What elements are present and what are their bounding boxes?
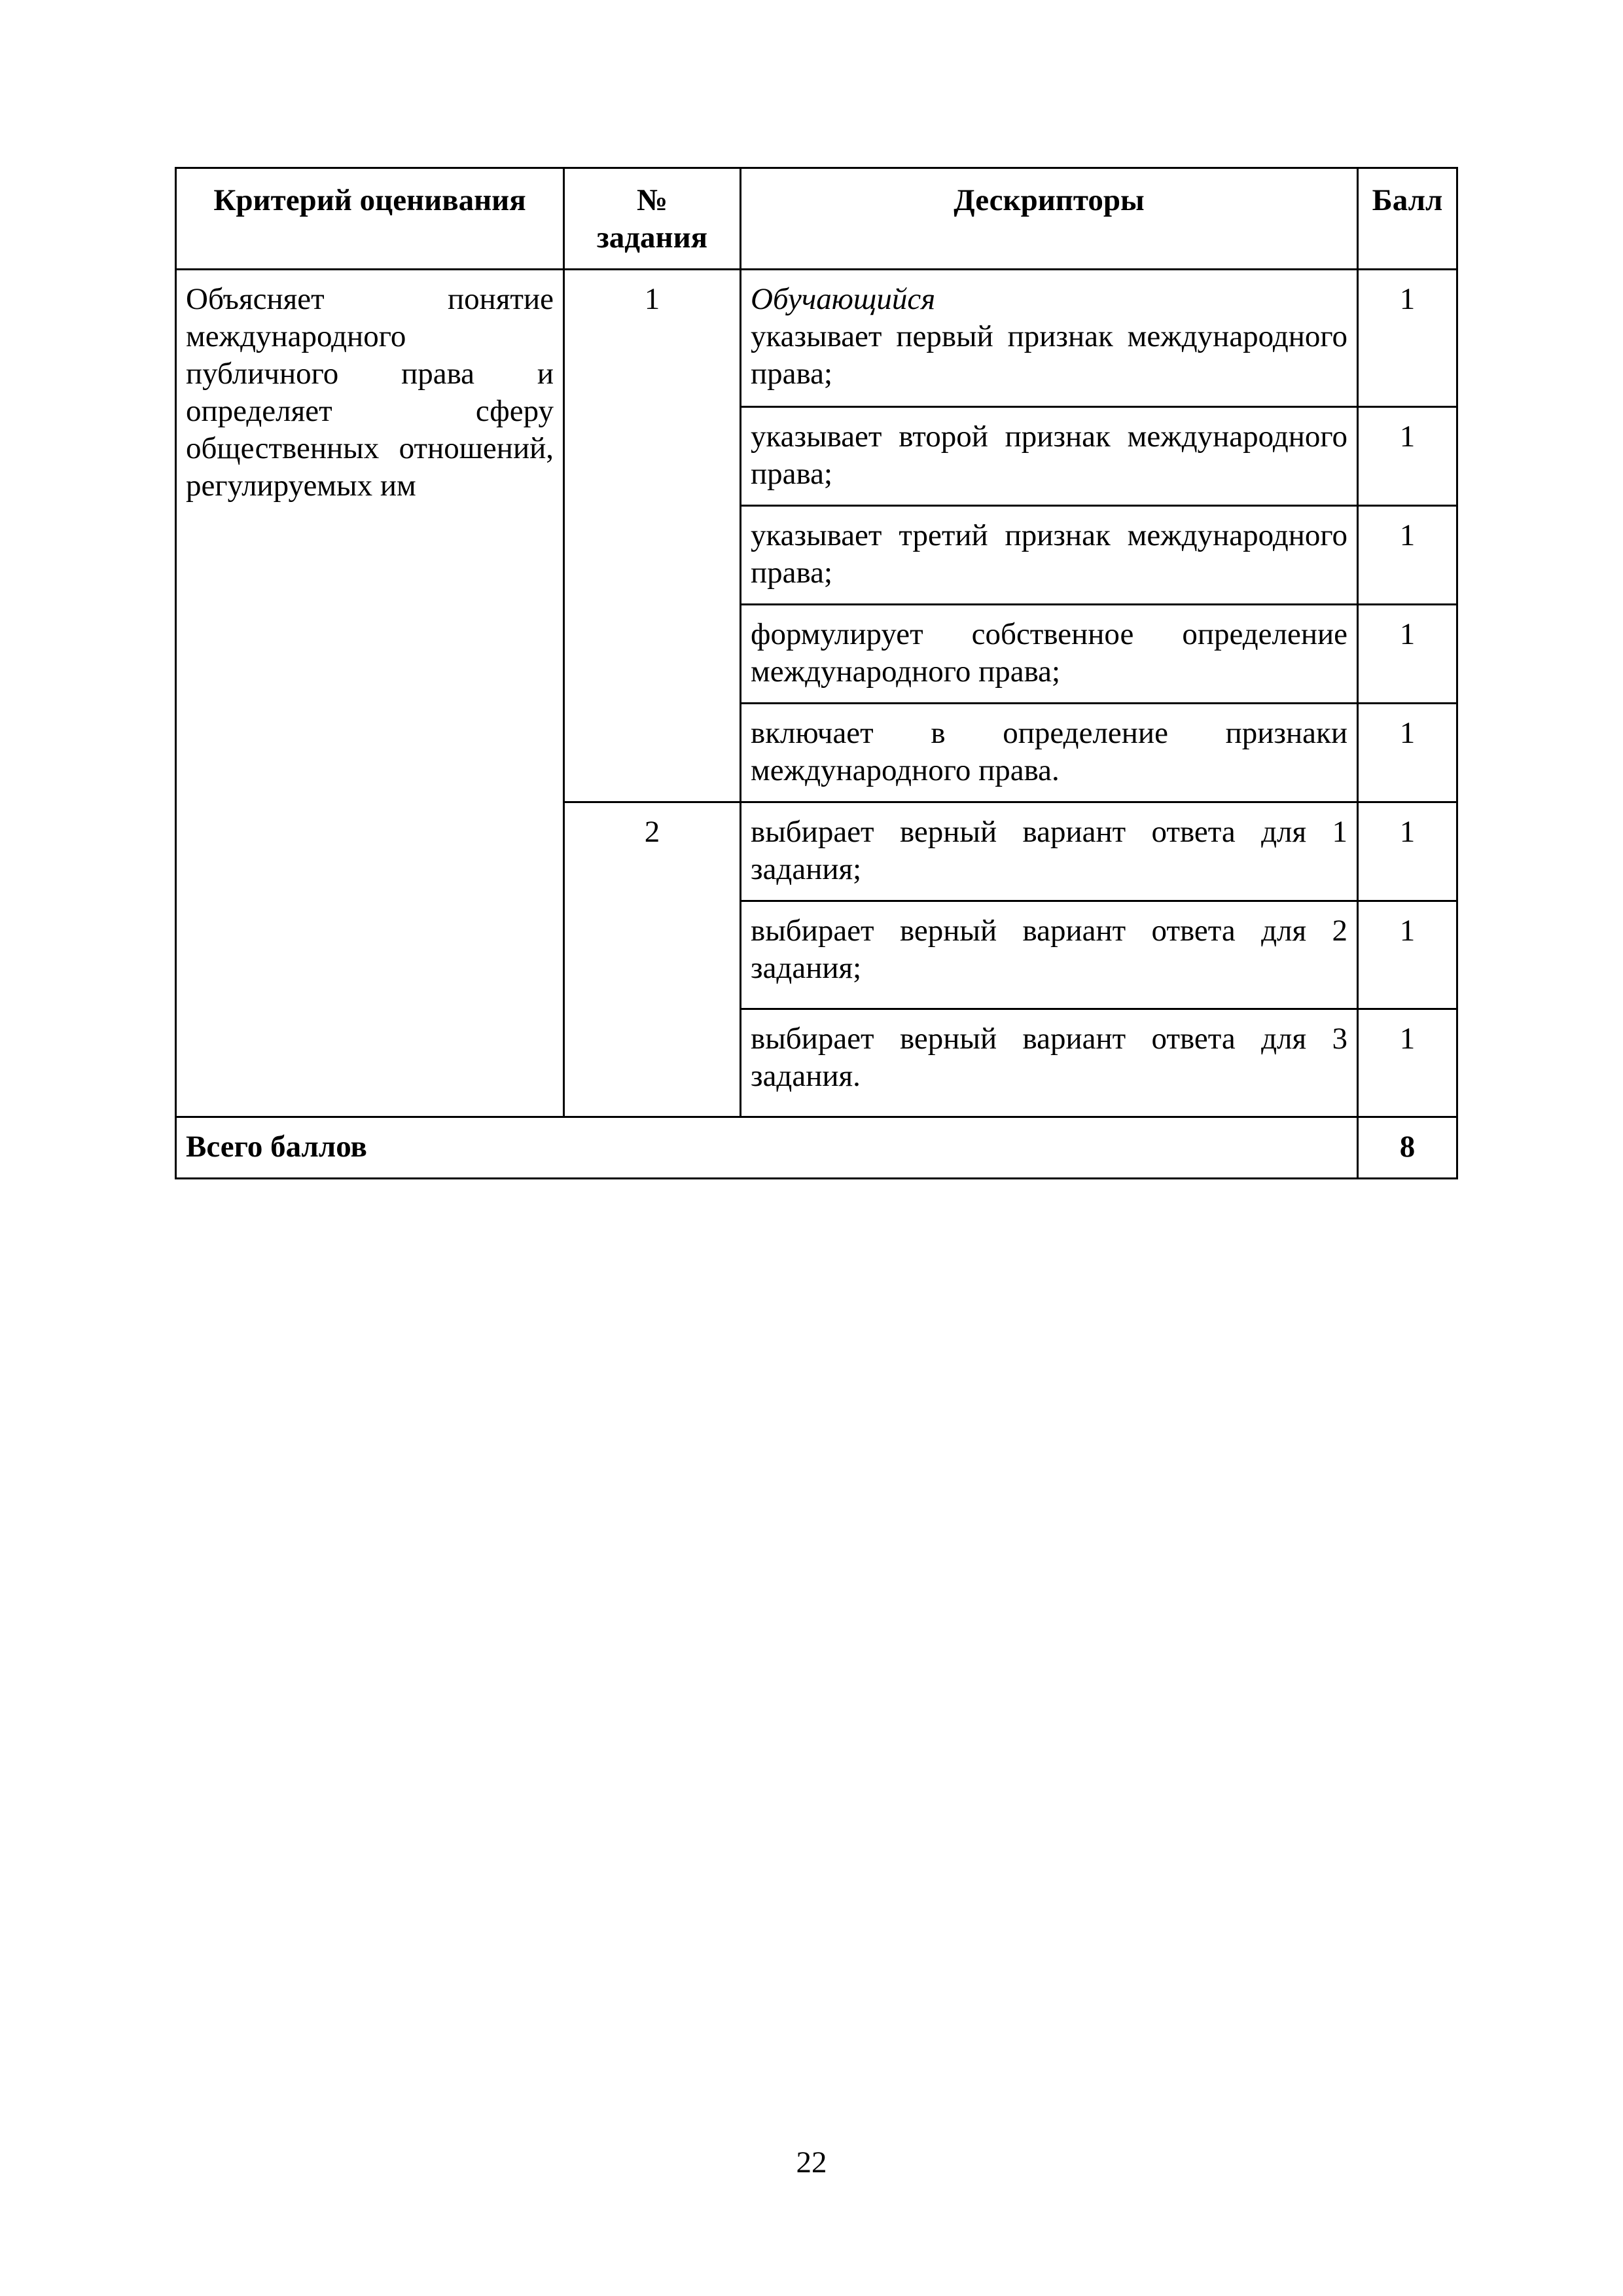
task-number-cell: 1 [564,270,741,802]
score-cell: 1 [1358,704,1457,802]
header-descriptors: Дескрипторы [741,168,1358,270]
header-score: Балл [1358,168,1457,270]
descriptor-cell: формулирует собственное определение международного права; [741,605,1358,704]
descriptor-cell: выбирает верный вариант ответа для 1 задания; [741,802,1358,901]
score-cell: 1 [1358,1009,1457,1117]
total-row [176,1117,1457,1179]
total-label: Всего баллов [176,1117,1358,1179]
descriptor-cell: выбирает верный вариант ответа для 3 задания. [741,1009,1358,1117]
score-cell: 1 [1358,270,1457,407]
table-row [176,270,1457,407]
score-cell: 1 [1358,802,1457,901]
descriptor-cell: указывает второй признак международного права; [741,407,1358,506]
score-cell: 1 [1358,506,1457,605]
descriptor-intro: Обучающийся [751,282,936,316]
score-cell: 1 [1358,605,1457,704]
score-cell: 1 [1358,901,1457,1009]
descriptor-text: указывает первый признак международного права; [751,319,1347,391]
criterion-cell: Объясняет понятие международного публичного права и определяет сферу общественных отношений, регулируемых им [176,270,564,1117]
header-task-number [564,168,741,270]
total-score: 8 [1358,1117,1457,1179]
header-task-number-line2: задания [596,221,708,255]
descriptor-cell: выбирает верный вариант ответа для 2 задания; [741,901,1358,1009]
task-number-cell: 2 [564,802,741,1117]
descriptor-cell: указывает третий признак международного права; [741,506,1358,605]
descriptor-cell [741,270,1358,407]
table-header-row [176,168,1457,270]
header-task-number-line1: № [636,183,668,217]
header-criterion: Критерий оценивания [176,168,564,270]
assessment-rubric-table [175,167,1458,1179]
page-number: 22 [796,2145,827,2179]
score-cell: 1 [1358,407,1457,506]
descriptor-cell: включает в определение признаки международного права. [741,704,1358,802]
